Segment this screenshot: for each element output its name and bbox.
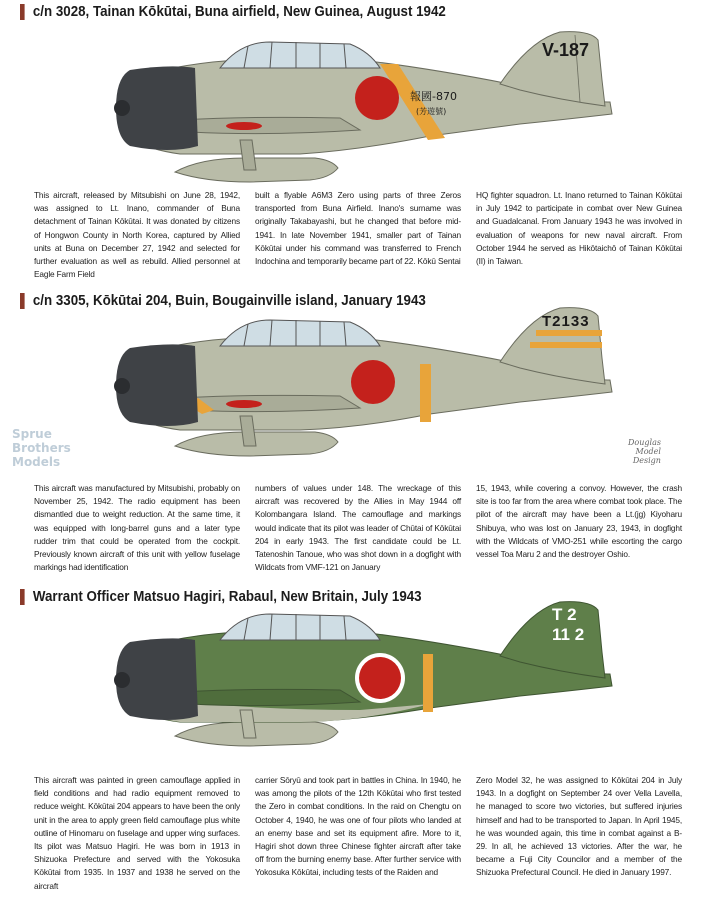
tail-code-bottom: 11 2 bbox=[552, 625, 585, 644]
section-title-text: Warrant Officer Matsuo Hagiri, Rabaul, New Britain, July 1943 bbox=[32, 589, 422, 605]
tail-code: T2133 bbox=[542, 313, 590, 330]
watermark: Sprue Brothers Models bbox=[12, 427, 71, 469]
aircraft-profile-2 bbox=[0, 294, 710, 474]
section-title-text: c/n 3028, Tainan Kōkūtai, Buna airfield, New Guinea, August 1942 bbox=[32, 4, 446, 20]
fuselage-subcode: (芳遊號) bbox=[416, 107, 447, 116]
heading-bar bbox=[20, 4, 25, 20]
description-columns bbox=[34, 482, 682, 574]
text-column: built a flyable A6M3 Zero using parts of three Zeros transported from Buna Airfield. Inano's surname was originally Takabayashi, but he changed that before mid-1941. In late November 1941, smaller part of Tainan Kōkūtai under his command was transferred to French Indochina and temporarily became part of 22. Kōkū Sentai bbox=[255, 190, 461, 267]
text-column: This aircraft was manufactured by Mitsubishi, probably on November 25, 1942. The radio equipment has been dismantled due to weight reduction. At the same time, it was equipped with long-barrel guns and a later type rudder trim that could be operated from the cockpit. Previously known aircraft of this unit with yellow fuselage markings had identification bbox=[34, 483, 240, 573]
text-column: This aircraft was painted in green camouflage applied in field conditions and had radio equipment removed to reduce weight. Kōkūtai 204 appears to have been the only unit in the area to apply green field camouflage plus white outline of Hinomaru on fuselage and upper wing surfaces. Its pilot was Matsuo Hagiri. He was born in 1913 in Shizuoka Prefecture and served with the Yokosuka Kōkūtai from 1935. In 1937 and 1938 he served on the aircraft bbox=[34, 775, 240, 891]
fuselage-code: 報國-870 bbox=[410, 90, 457, 103]
tail-code-top: T 2 bbox=[552, 605, 577, 624]
description-columns bbox=[34, 774, 682, 893]
description-columns bbox=[34, 189, 682, 281]
text-column: HQ fighter squadron. Lt. Inano returned to Tainan Kōkūtai in July 1942 to participate in combat over New Guinea and Guadalcanal. From January 1943 he was involved in evaluation of weapons for new naval aircraft. From October 1944 he served as Hikōtaichō of Tainan Kōkūtai (II) in Taiwan. bbox=[476, 190, 682, 267]
aircraft-profile-1 bbox=[0, 20, 710, 205]
text-column: numbers of values under 148. The wreckage of this aircraft was recovered by the Allies in May 1944 off Kolombangara Island. The camouflage and markings would indicate that its pilot was leader of Chūtai of Kōkūtai 204 in early 1943. The first candidate could be Lt. Tatenoshin Tanoue, who was shot down in a dogfight with Wildcats from VMF-121 on January bbox=[255, 483, 461, 573]
aircraft-profile-3 bbox=[0, 586, 710, 761]
text-column: carrier Sōryū and took part in battles in China. In 1940, he was among the pilots of the 12th Kōkūtai who first tested the Zero in combat conditions. In the raid on Chengtu on October 4, 1940, he was one of four pilots who landed at an enemy base and set its equipment afire. More to it, Hagiri shot down three Chinese fighter aircraft after take off from the burning enemy base. After further service with Yokosuka Kōkūtai, including tests of the Raiden and bbox=[255, 775, 461, 878]
text-column: 15, 1943, while covering a convoy. However, the crash site is too far from the area where combat took place. The pilot of the aircraft may have been a Lt.(jg) Kiyoharu Shibuya, who was lost on January 23, 1943, in dogfight with the Wildcats of VMO-251 while escorting the cargo vessel Toa Maru 2 and the destroyer Oshio. bbox=[476, 483, 682, 560]
section-title-text: c/n 3305, Kōkūtai 204, Buin, Bougainville island, January 1943 bbox=[32, 293, 426, 309]
tail-code: V-187 bbox=[542, 40, 590, 60]
text-column: Zero Model 32, he was assigned to Kōkūtai 204 in July 1943. In a dogfight on September 24 over Vella Lavella, he managed to score two victories, but suffered injuries himself and had to be transported to Japan. In April 1945, he was wounded again, this time in combat against a B-29. In all, he achieved 13 victories. After the war, he became a Fuji City Councilor and a member of the Shizuoka Prefectural Council. He died in January 1997. bbox=[476, 775, 682, 878]
text-column: This aircraft, released by Mitsubishi on June 28, 1942, was assigned to Lt. Inano, commander of Buna detachment of Tainan Kōkūtai. It was donated by citizens of Hongwon County in North Korea, captured by Allied units at Buna on December 27, 1942 and selected for further evaluation as well as rebuild. Allied personnel at Eagle Farm Field bbox=[34, 190, 240, 280]
watermark-secondary: Douglas Model Design bbox=[628, 438, 661, 465]
